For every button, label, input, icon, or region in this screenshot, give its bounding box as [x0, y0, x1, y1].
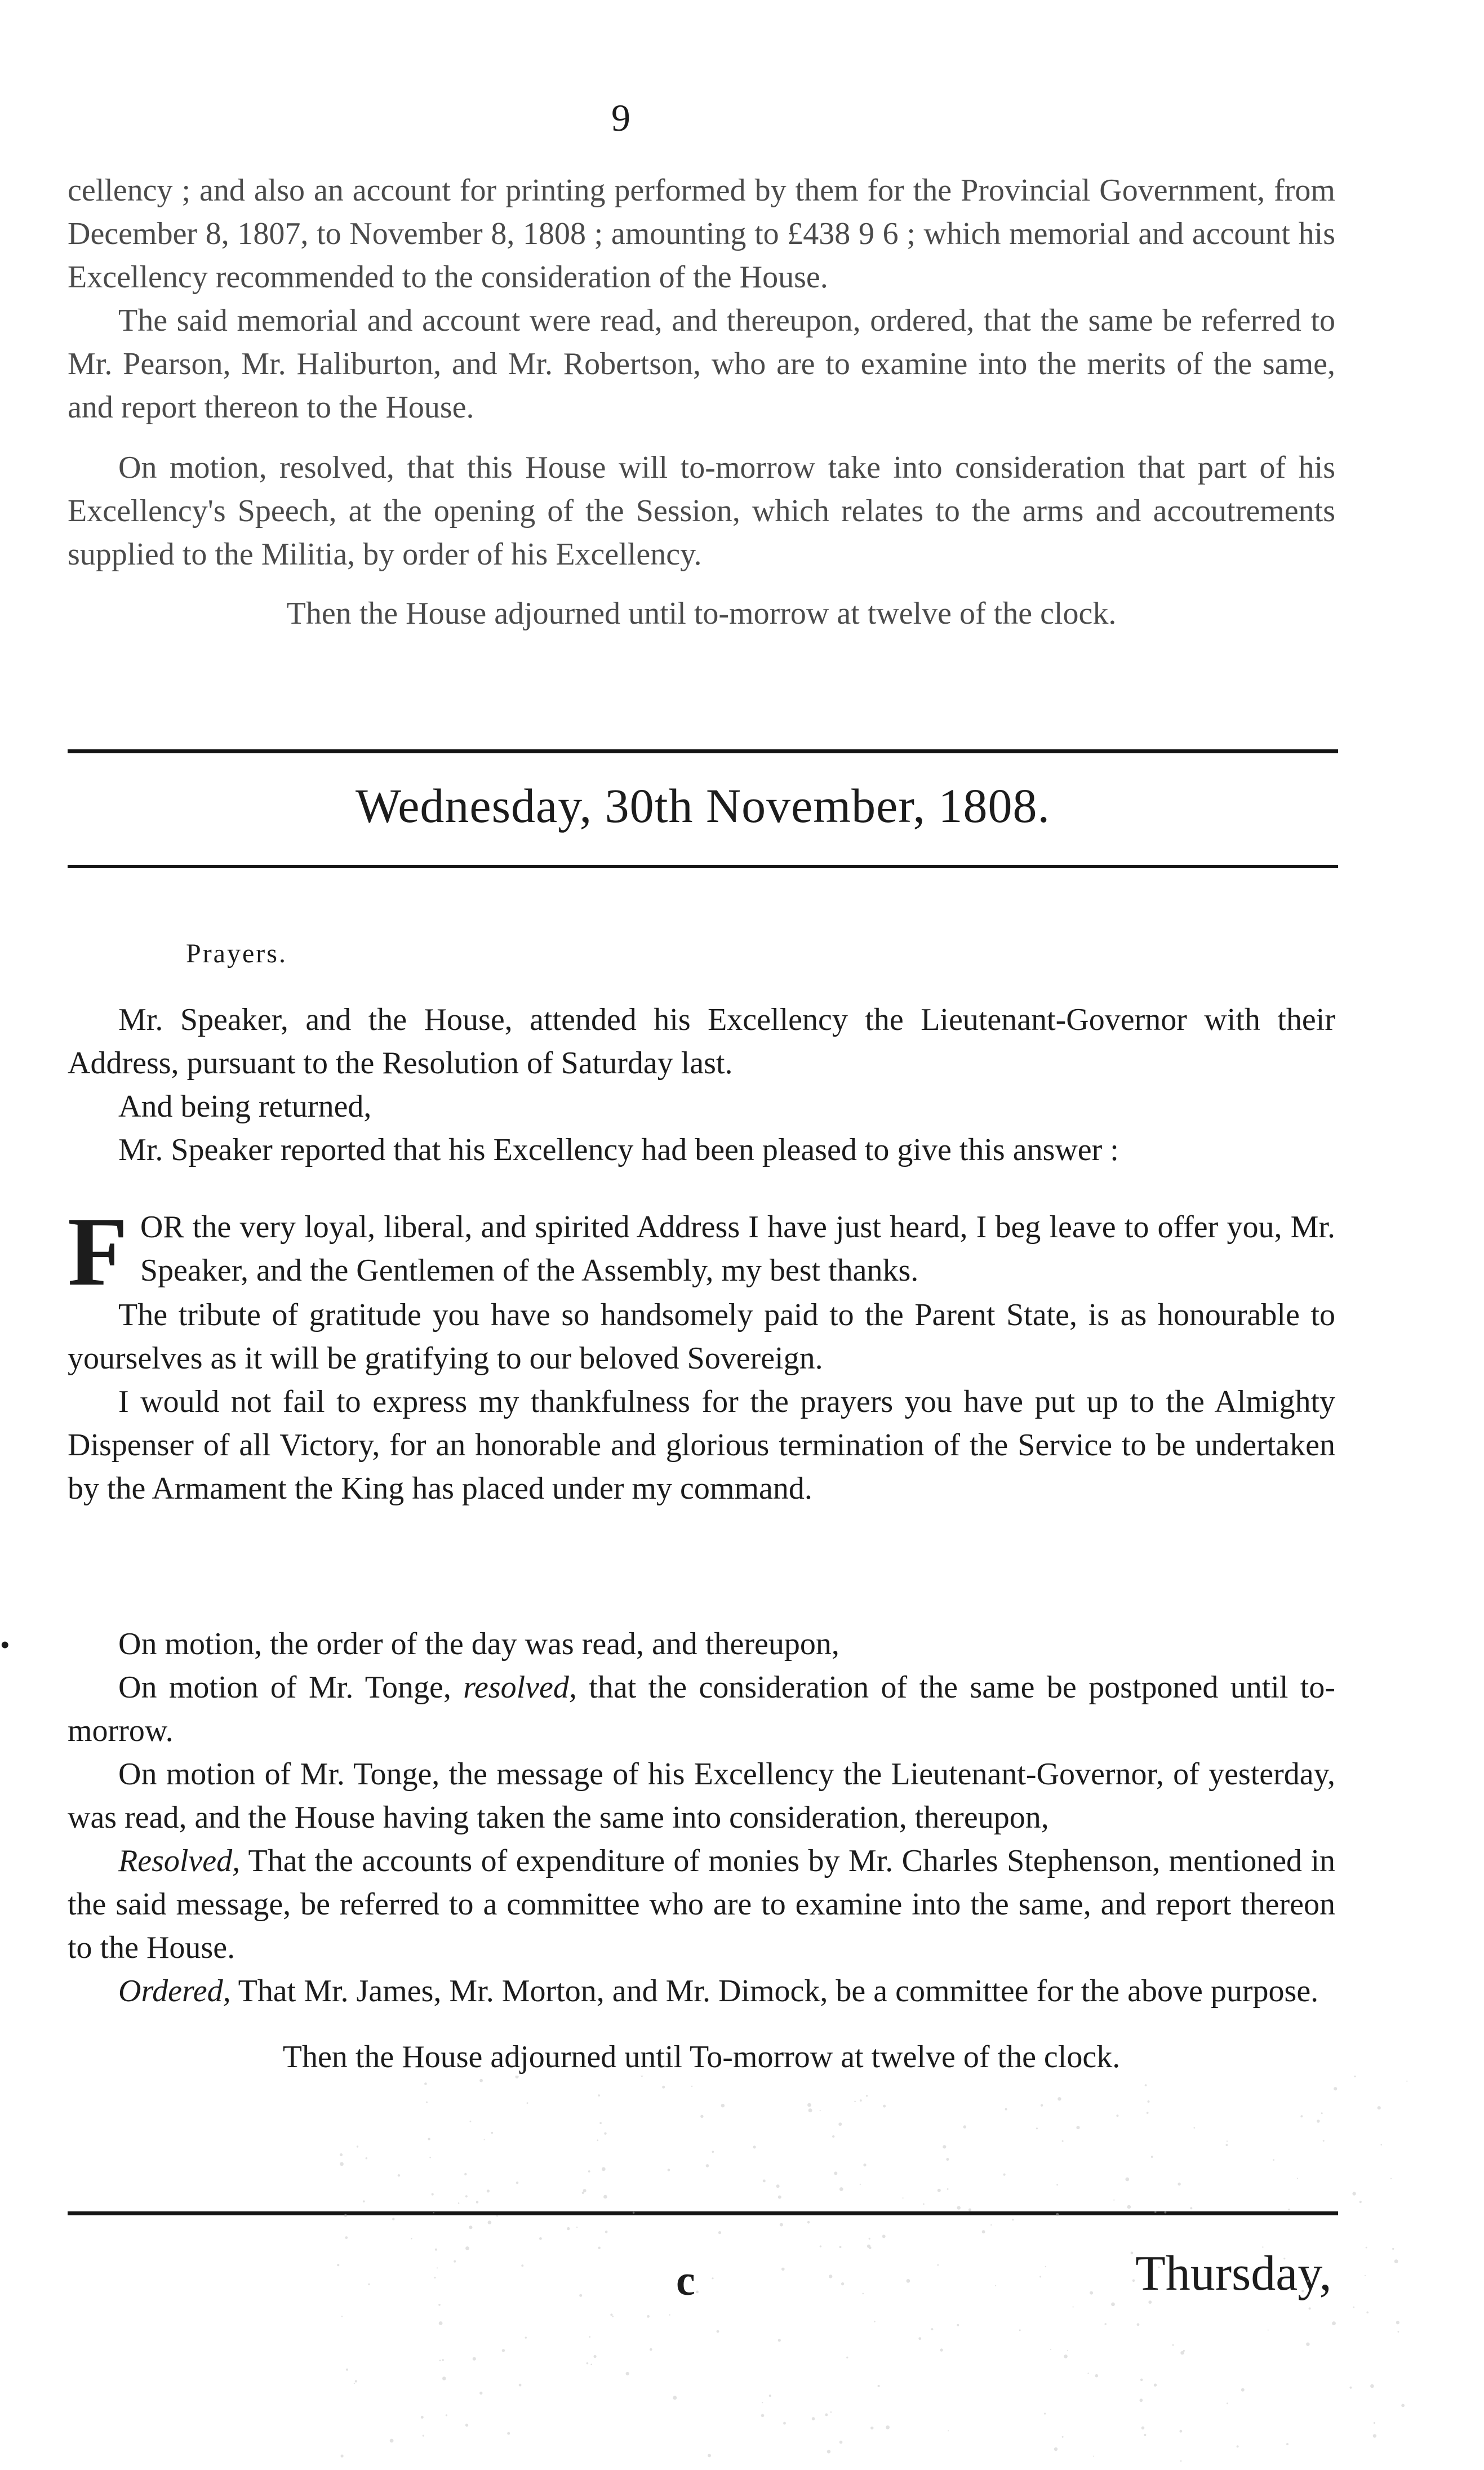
speckle — [990, 2224, 992, 2225]
speckle — [940, 2348, 943, 2351]
motions-adjournment: Then the House adjourned until To-morrow at twelve of the clock. — [282, 2040, 1121, 2074]
speckle — [717, 2330, 719, 2333]
speckle — [590, 2364, 592, 2365]
speckle — [1300, 2115, 1303, 2117]
speckle — [1036, 2127, 1038, 2129]
speckle — [341, 2316, 343, 2317]
speckle — [938, 2189, 941, 2192]
speckle — [1154, 2384, 1157, 2387]
answer-paragraph-2: The tribute of gratitude you have so handsomely paid to the Parent State, is as honourable to yourselves as it will be gratifying to our beloved Sovereign. — [68, 1298, 1335, 1376]
speckle — [1353, 2307, 1354, 2308]
signature-mark: c — [676, 2257, 695, 2304]
speckle — [392, 2218, 394, 2220]
speckle — [662, 2086, 665, 2089]
motion-paragraph-1: On motion, the order of the day was read, and thereupon, — [118, 1627, 839, 1662]
speckle — [340, 2153, 343, 2156]
motion-paragraph-5-rest: That Mr. James, Mr. Morton, and Mr. Dimock, be a committee for the above purpose. — [230, 1974, 1319, 2009]
speckle — [345, 2236, 348, 2239]
speckle — [866, 2095, 868, 2096]
speckle — [1137, 2323, 1140, 2326]
motion-paragraph-4-rest: That the accounts of expenditure of monies by Mr. Charles Stephenson, mentioned in the said message, be referred to a committee who are to examine into the same, and report thereon to the House. — [68, 1843, 1335, 1965]
speckle — [947, 2188, 949, 2190]
heading-divider-rule — [68, 865, 1338, 868]
speckle — [438, 2304, 441, 2306]
speckle — [454, 2260, 456, 2263]
speckle — [491, 2132, 494, 2134]
speckle — [863, 2164, 866, 2166]
speckle — [869, 2238, 870, 2240]
speckle — [1268, 2330, 1269, 2331]
date-heading: Wednesday, 30th November, 1808. — [355, 779, 1051, 833]
speckle — [442, 2376, 446, 2380]
opening-adjournment: Then the House adjourned until to-morrow at twelve of the clock. — [286, 596, 1117, 631]
speckle — [1056, 2184, 1058, 2185]
speckle — [808, 2108, 812, 2112]
speckle — [650, 2348, 652, 2351]
speckle — [753, 2145, 756, 2148]
speckle — [1140, 2398, 1143, 2402]
speckle — [1394, 2259, 1398, 2263]
top-divider-rule — [68, 749, 1338, 753]
speckle — [778, 2196, 781, 2199]
speckle — [1273, 2159, 1274, 2161]
speckle — [439, 2360, 441, 2361]
speckle — [1190, 2207, 1192, 2209]
speckle — [700, 2115, 703, 2118]
speckle — [827, 2450, 830, 2453]
speckle — [605, 2231, 608, 2233]
speckle — [708, 2454, 711, 2457]
speckle — [354, 2383, 355, 2384]
motions-section — [68, 1623, 1335, 2079]
speckle — [762, 2402, 763, 2403]
speckle — [1180, 2460, 1182, 2462]
speckle — [982, 2230, 985, 2233]
speckle — [1321, 2112, 1323, 2114]
speckle — [1144, 2434, 1146, 2436]
speckle — [1365, 2275, 1366, 2276]
speckle — [429, 2157, 431, 2158]
speckle — [1178, 2183, 1180, 2185]
speckle — [1354, 2076, 1356, 2077]
motion-paragraph-4 — [68, 1840, 1335, 1970]
speckle — [1073, 2306, 1074, 2307]
speckle — [1148, 2100, 1150, 2103]
speckle — [465, 2424, 468, 2427]
answer-paragraph-1 — [68, 1197, 1335, 1306]
speckle — [841, 2282, 844, 2285]
speckle — [1180, 2351, 1184, 2355]
speckle — [1095, 2374, 1099, 2378]
speckle — [883, 2105, 886, 2108]
speckle — [1113, 2200, 1114, 2201]
speckle — [1227, 2402, 1228, 2404]
speckle — [867, 2245, 870, 2248]
margin-dot: • — [0, 1629, 10, 1660]
governor-answer — [68, 1197, 1335, 1511]
speckle — [1132, 2280, 1135, 2282]
speckle — [1317, 2120, 1320, 2123]
speckle — [1064, 2355, 1068, 2358]
speckle — [1297, 2178, 1298, 2179]
speckle — [874, 2321, 876, 2322]
speckle — [1396, 2321, 1399, 2324]
motion-paragraph-2-lead: On motion of Mr. Tonge, — [118, 1670, 464, 1705]
speckle — [539, 2237, 542, 2240]
speckle — [820, 2245, 821, 2247]
speckle — [1090, 2291, 1093, 2295]
speckle — [1147, 2112, 1149, 2114]
opening-paragraph-2: The said memorial and account were read, and thereupon, ordered, that the same be referred to Mr. Pearson, Mr. Haliburton, and Mr. Robertson, who are to examine into the merits of the same, and report thereon to the House. — [68, 303, 1335, 425]
speckle — [1039, 2276, 1041, 2278]
speckle — [423, 2435, 424, 2437]
speckle — [594, 2355, 597, 2358]
speckle — [839, 2246, 842, 2248]
speckle — [820, 2110, 821, 2111]
speckle — [870, 2427, 873, 2429]
speckle — [1116, 2114, 1118, 2117]
speckle — [465, 2246, 469, 2250]
speckle — [923, 2204, 925, 2205]
opening-section — [68, 169, 1335, 636]
speckle — [437, 2267, 438, 2268]
speckle — [588, 2170, 590, 2173]
proceedings-paragraph-3: Mr. Speaker reported that his Excellency had been pleased to give this answer : — [118, 1132, 1119, 1167]
speckle — [346, 2369, 348, 2371]
speckle — [363, 2200, 365, 2202]
speckle — [579, 2294, 582, 2297]
speckle — [612, 2316, 614, 2317]
speckle — [1180, 2430, 1183, 2433]
speckle — [476, 2201, 479, 2204]
speckle — [1194, 2127, 1196, 2129]
speckle — [469, 2225, 472, 2229]
speckle — [479, 2392, 482, 2395]
speckle — [446, 2414, 447, 2416]
speckle — [368, 2284, 370, 2285]
speckle — [669, 2314, 670, 2316]
speckle — [1309, 2307, 1311, 2309]
speckle — [882, 2234, 886, 2238]
speckle — [1019, 2329, 1021, 2331]
speckle — [1359, 2201, 1362, 2203]
speckle — [776, 2184, 780, 2188]
speckle — [1093, 2456, 1094, 2457]
motion-paragraph-5 — [68, 1970, 1335, 2013]
speckle — [473, 2357, 476, 2361]
speckle — [1370, 2384, 1374, 2388]
speckle — [673, 2396, 677, 2400]
speckle — [610, 2313, 612, 2316]
speckle — [340, 2162, 344, 2166]
speckle — [521, 2264, 523, 2267]
speckle — [1076, 2126, 1079, 2129]
speckle — [1398, 2331, 1399, 2333]
speckle — [1125, 2178, 1129, 2182]
speckle — [1227, 2140, 1228, 2142]
speckle — [1005, 2108, 1007, 2111]
speckle — [712, 2151, 714, 2153]
speckle — [1390, 2178, 1392, 2179]
speckle — [1111, 2303, 1115, 2307]
speckle — [1241, 2388, 1245, 2392]
speckle — [1054, 2447, 1058, 2451]
speckle — [484, 2139, 485, 2140]
motion-paragraph-5-ordered: Ordered, — [118, 1974, 231, 2009]
speckle — [1332, 2321, 1336, 2325]
speckle — [812, 2417, 815, 2420]
speckle — [696, 2291, 699, 2294]
speckle — [1378, 2106, 1381, 2109]
answer-paragraph-1-text: OR the very loyal, liberal, and spirited Address I have just heard, I beg leave to offer you, Mr. Speaker, and the Gentlemen of the Assembly, my best thanks. — [140, 1210, 1335, 1288]
speckle — [668, 2169, 670, 2171]
speckle — [519, 2384, 522, 2387]
speckle — [1306, 2343, 1309, 2346]
speckle — [1105, 2323, 1107, 2325]
speckle — [390, 2439, 394, 2443]
speckle — [1381, 2144, 1383, 2145]
speckle — [599, 2122, 602, 2124]
speckle — [647, 2315, 650, 2318]
speckle — [780, 2223, 783, 2227]
speckle — [1366, 2312, 1369, 2314]
speckle — [1349, 2387, 1352, 2389]
speckle — [763, 2179, 766, 2182]
speckle — [1392, 2248, 1394, 2250]
speckle — [1226, 2144, 1228, 2146]
speckle — [860, 2184, 861, 2185]
speckle — [602, 2167, 606, 2171]
bottom-divider-rule — [68, 2211, 1338, 2215]
speckle — [398, 2174, 400, 2176]
speckle — [839, 2441, 843, 2444]
speckle — [502, 2349, 505, 2352]
speckle — [434, 2277, 436, 2278]
speckle — [487, 2189, 490, 2192]
speckle — [946, 2158, 949, 2161]
speckle — [1050, 2349, 1051, 2350]
speckle — [1067, 2350, 1068, 2351]
speckle — [830, 2411, 832, 2413]
speckle — [878, 2385, 880, 2387]
speckle — [918, 2337, 921, 2340]
speckle — [366, 2157, 367, 2159]
speckle — [598, 2247, 601, 2250]
speckle — [597, 2139, 598, 2141]
speckle — [838, 2122, 842, 2126]
speckle — [778, 2339, 781, 2342]
speckle — [1286, 2443, 1288, 2445]
motion-paragraph-2-rest: that the consideration of the same be postponed until to-morrow. — [68, 1670, 1335, 1748]
speckle — [1323, 2140, 1325, 2142]
answer-paragraph-3: I would not fail to express my thankfulness for the prayers you have put up to the Almighty Dispenser of all Victory, for an honorable and glorious termination of the Service to be undertaken by the Armament the King has placed under my command. — [68, 1384, 1335, 1506]
speckle — [957, 2324, 959, 2326]
speckle — [1406, 2081, 1407, 2082]
speckle — [907, 2279, 910, 2283]
speckle — [516, 2182, 518, 2184]
speckle — [781, 2268, 785, 2271]
speckle — [587, 2362, 589, 2365]
speckle — [341, 2455, 344, 2458]
speckle — [807, 2221, 810, 2224]
speckle — [832, 2135, 834, 2138]
speckle — [1044, 2413, 1046, 2414]
speckle — [854, 2101, 856, 2103]
speckle — [931, 2328, 933, 2330]
speckle — [691, 2086, 692, 2087]
speckle — [712, 2277, 713, 2279]
drop-cap: F — [68, 1197, 128, 1306]
speckle — [829, 2274, 832, 2278]
speckle — [807, 2103, 811, 2107]
speckle — [825, 2413, 828, 2416]
speckle — [937, 2264, 939, 2266]
prayers-heading: Prayers. — [186, 939, 287, 969]
speckle — [589, 2336, 590, 2338]
speckle — [943, 2145, 946, 2148]
speckle — [442, 2359, 444, 2361]
speckle — [1058, 2097, 1061, 2100]
speckle — [1237, 2445, 1239, 2447]
speckle — [603, 2195, 607, 2199]
speckle — [948, 2430, 949, 2431]
proceedings-paragraph-1: Mr. Speaker, and the House, attended his Excellency the Lieutenant-Governor with their Address, pursuant to the Resolution of Saturday last. — [68, 1002, 1335, 1081]
speckle — [507, 2432, 510, 2435]
speckle — [527, 2102, 528, 2104]
speckle — [464, 2173, 466, 2175]
speckle — [583, 2189, 587, 2192]
speckle — [1373, 2434, 1376, 2437]
speckle — [1145, 2084, 1147, 2086]
speckle — [1062, 2140, 1064, 2142]
speckle — [1045, 2266, 1046, 2267]
motion-paragraph-2-resolved: resolved, — [463, 1670, 577, 1705]
speckle — [582, 2192, 584, 2194]
speckle — [863, 2293, 864, 2295]
speckle — [761, 2414, 765, 2418]
opening-paragraph-1: cellency ; and also an account for printing performed by them for the Provincial Government, from December 8, 1807, to November 8, 1808 ; amounting to £438 9 6 ; which memorial and account his Excellency recommended to the consideration of the House. — [68, 173, 1335, 295]
speckle — [1062, 2436, 1064, 2438]
speckle — [488, 2220, 492, 2224]
motion-paragraph-2 — [68, 1666, 1335, 1753]
speckle — [337, 2264, 339, 2266]
speckle — [1012, 2219, 1014, 2220]
speckle — [1140, 2379, 1143, 2382]
speckle — [995, 2285, 996, 2286]
speckle — [567, 2227, 570, 2230]
speckle — [439, 2321, 443, 2325]
speckle — [576, 2227, 577, 2228]
speckle — [1374, 2422, 1375, 2424]
speckle — [1172, 2344, 1174, 2346]
speckle — [435, 2249, 437, 2251]
speckle — [357, 2145, 358, 2147]
speckle — [432, 2193, 434, 2196]
speckle — [957, 2206, 961, 2209]
speckle — [1131, 2251, 1134, 2254]
motion-paragraph-4-resolved: Resolved, — [118, 1843, 241, 1878]
speckle — [1151, 2156, 1153, 2158]
speckle — [525, 2336, 527, 2338]
speckle — [968, 2209, 971, 2211]
speckle — [1141, 2427, 1145, 2430]
speckle — [1003, 2174, 1006, 2176]
proceedings-paragraph-2: And being returned, — [118, 1089, 372, 1124]
speckle — [839, 2187, 843, 2191]
speckle — [721, 2104, 725, 2107]
proceedings-section — [68, 998, 1335, 1172]
speckle — [1366, 2247, 1367, 2249]
motion-paragraph-3: On motion of Mr. Tonge, the message of his Excellency the Lieutenant-Governor, of yesterday, was read, and the House having taken the same into consideration, thereupon, — [68, 1757, 1335, 1835]
speckle — [706, 2164, 709, 2167]
speckle — [886, 2425, 890, 2429]
speckle — [1334, 2087, 1337, 2090]
speckle — [626, 2372, 629, 2375]
speckle — [465, 2195, 468, 2197]
page-number: 9 — [611, 96, 630, 139]
speckle — [470, 2121, 472, 2122]
speckle — [769, 2395, 771, 2397]
speckle — [355, 2380, 357, 2382]
speckle — [903, 2197, 904, 2198]
speckle — [598, 2094, 600, 2096]
speckle — [1087, 2373, 1088, 2374]
speckle — [1041, 2104, 1043, 2107]
speckle — [718, 2231, 721, 2234]
speckle — [411, 2238, 412, 2240]
speckle — [421, 2416, 424, 2419]
opening-paragraph-3: On motion, resolved, that this House will to-morrow take into consideration that part of his Excellency's Speech, at the opening of the Session, which relates to the arms and accoutrements supplied to the Militia, by order of his Excellency. — [68, 450, 1335, 572]
speckle — [479, 2079, 483, 2082]
speckle — [458, 2202, 460, 2204]
speckle — [869, 2246, 872, 2249]
speckle — [426, 2102, 428, 2103]
speckle — [1288, 2209, 1290, 2210]
speckle — [1127, 2205, 1131, 2209]
speckle — [1183, 2350, 1185, 2352]
speckle — [424, 2082, 427, 2085]
speckle — [1401, 2404, 1405, 2407]
speckle — [1352, 2192, 1356, 2195]
speckle — [860, 2099, 862, 2102]
speckle — [428, 2138, 430, 2140]
catchword: Thursday, — [1135, 2246, 1332, 2301]
speckle — [834, 2171, 837, 2175]
speckle — [963, 2125, 967, 2129]
speckle — [783, 2422, 786, 2425]
speckle — [846, 2357, 848, 2358]
speckle — [604, 2133, 606, 2135]
